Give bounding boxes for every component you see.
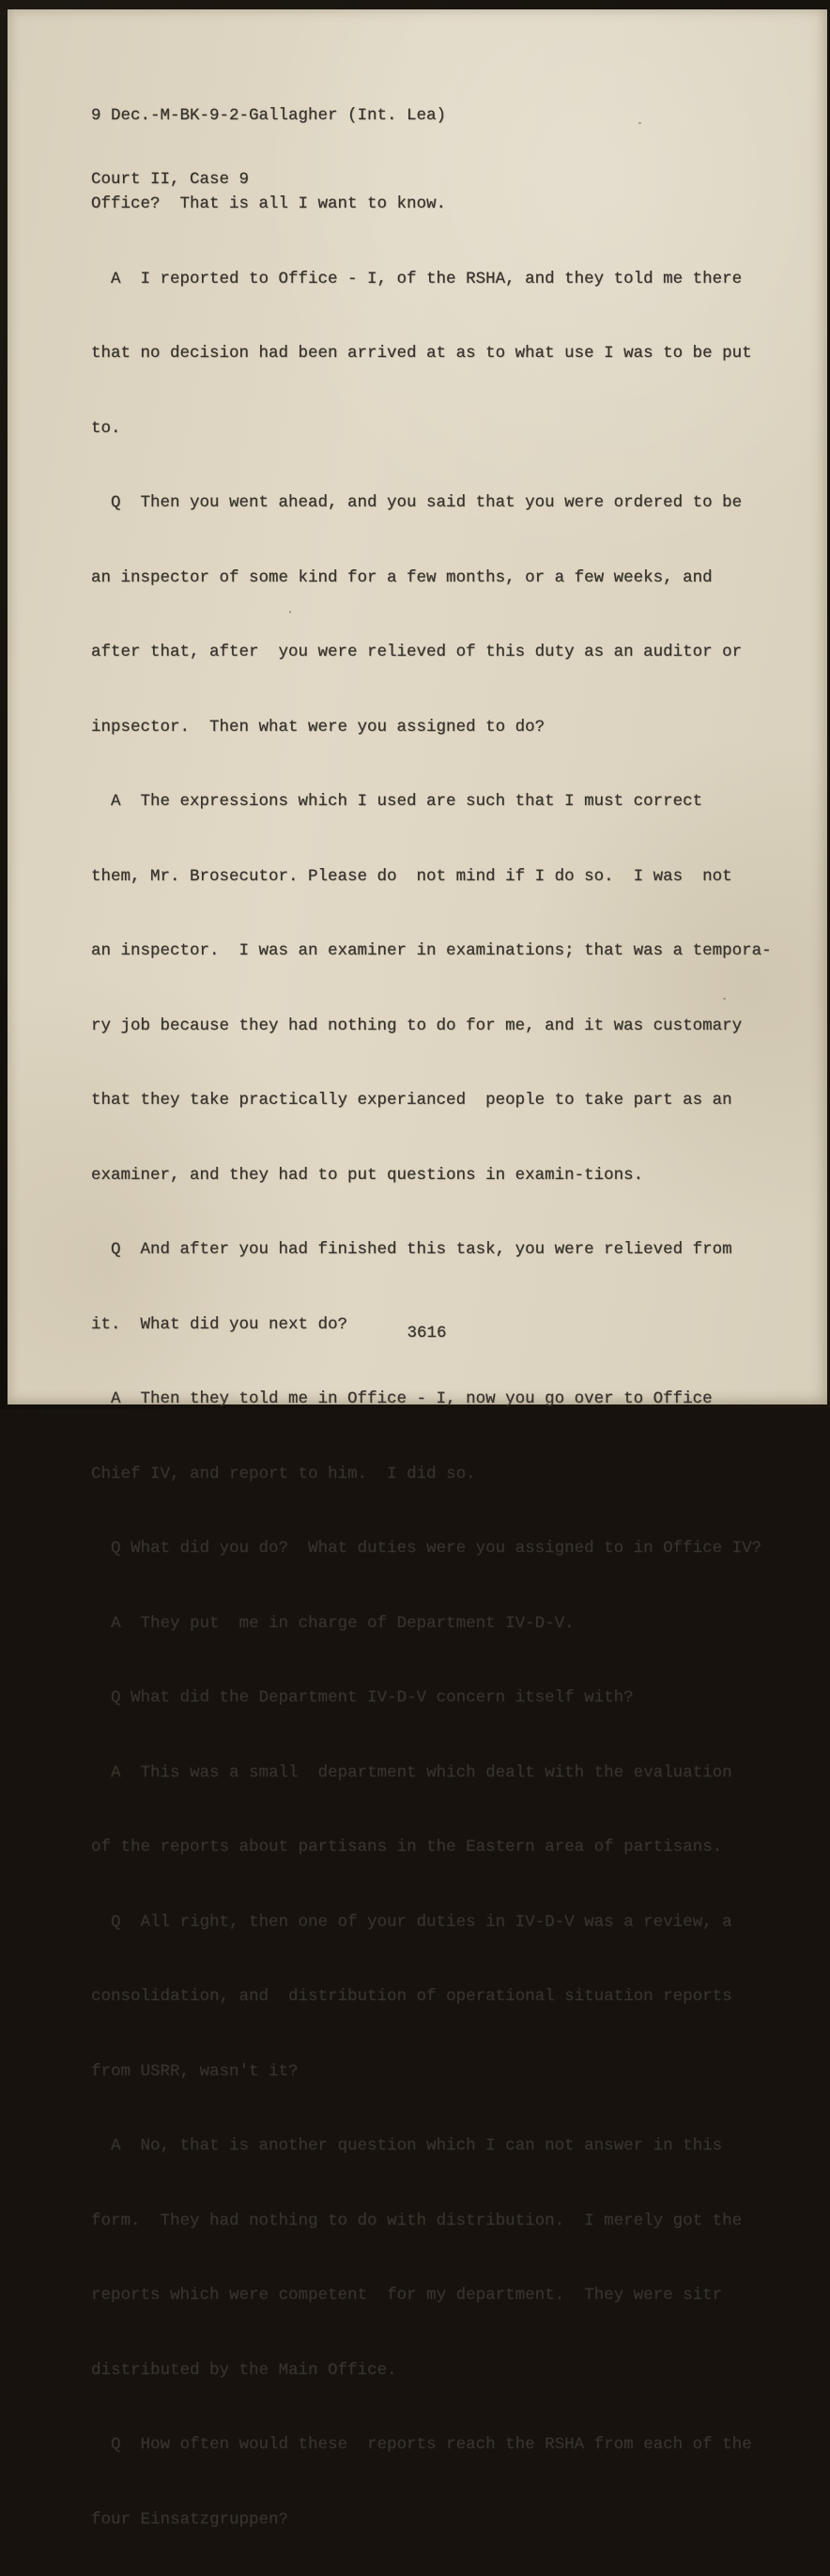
- transcript-line: four Einsatzgruppen?: [91, 2509, 289, 2529]
- transcript-line: that no decision had been arrived at as to what use I was to be put: [91, 344, 752, 363]
- transcript-line: that they take practically experianced people to take part as an: [91, 1091, 732, 1110]
- transcript-line: A I reported to Office - I, of the RSHA, and they told me there: [91, 269, 743, 288]
- transcript-line: from USRR, wasn't it?: [91, 2061, 299, 2081]
- transcript-line: examiner, and they had to put questions in examin-tions.: [91, 1165, 644, 1185]
- transcript-line: form. They had nothing to do with distribution. I merely got the: [91, 2211, 743, 2230]
- transcript-line: inpsector. Then what were you assigned to do?: [91, 717, 546, 737]
- transcript-line: A The expressions which I used are such that I must correct: [91, 792, 703, 811]
- transcript-line: Q How often would these reports reach the RSHA from each of the: [91, 2435, 752, 2454]
- transcript-line: it. What did you next do?: [91, 1314, 348, 1334]
- transcript-body: [91, 148, 805, 2576]
- transcript-line: reports which were competent for my department. They were sitr: [91, 2286, 723, 2304]
- transcript-line: them, Mr. Brosecutor. Please do not mind if I do so. I was not: [91, 866, 732, 886]
- header-court-case: Court II, Case 9: [91, 169, 250, 189]
- transcript-line: Q And after you had finished this task, you were relieved from: [91, 1240, 732, 1259]
- transcript-line: after that, after you were relieved of this duty as an auditor or: [91, 643, 743, 661]
- transcript-line: A Then they told me in Office - I, now you go over to Office: [91, 1389, 713, 1408]
- transcript-line: Chief IV, and report to him. I did so.: [91, 1464, 476, 1483]
- transcript-line: consolidation, and distribution of operational situation reports: [91, 1987, 732, 2006]
- transcript-line: an inspector of some kind for a few months, or a few weeks, and: [91, 567, 713, 587]
- transcript-line: Q What did the Department IV-D-V concern itself with?: [91, 1688, 634, 1707]
- transcript-line: A This was a small department which dealt with the evaluation: [91, 1762, 732, 1782]
- transcript-line: to.: [91, 418, 121, 438]
- page-number: 3616: [407, 1324, 447, 1342]
- transcript-line: A No, that is another question which I can not answer in this: [91, 2136, 723, 2155]
- document-page: [8, 9, 827, 2529]
- transcript-line: distributed by the Main Office.: [91, 2360, 397, 2380]
- transcript-line: ry job because they had nothing to do for me, and it was customary: [91, 1016, 743, 1035]
- transcript-line: Office? That is all I want to know.: [91, 194, 447, 213]
- header-case-reference: 9 Dec.-M-BK-9-2-Gallagher (Int. Lea): [91, 106, 447, 125]
- paper-speck: [638, 122, 641, 124]
- transcript-line: Q All right, then one of your duties in IV-D-V was a review, a: [91, 1912, 732, 1932]
- transcript-line: of the reports about partisans in the Eastern area of partisans.: [91, 1838, 723, 1856]
- transcript-line: Q Then you went ahead, and you said that you were ordered to be: [91, 493, 743, 512]
- transcript-line: Q What did you do? What duties were you assigned to in Office IV?: [91, 1539, 762, 1558]
- transcript-line: A They put me in charge of Department IV-D-V.: [91, 1613, 575, 1633]
- transcript-line: an inspector. I was an examiner in examinations; that was a tempora-: [91, 941, 772, 960]
